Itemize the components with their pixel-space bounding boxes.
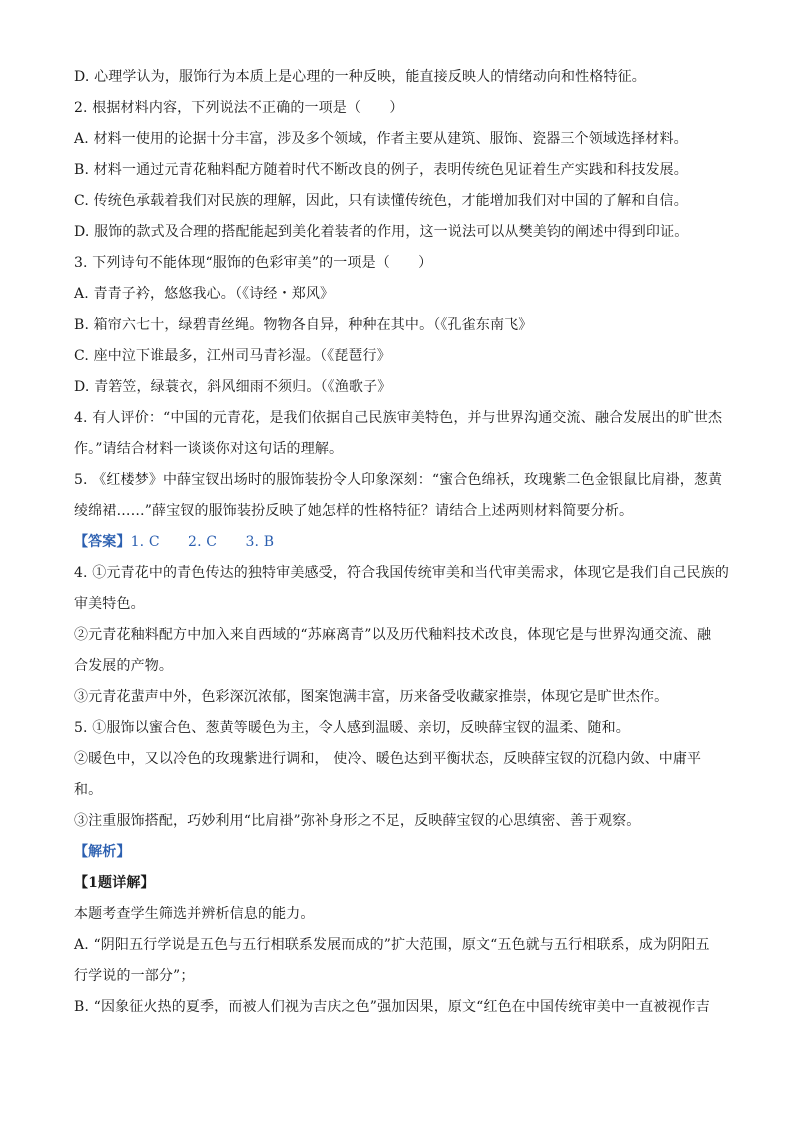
answer-5-point-3: ③注重服饰搭配，巧妙利用“比肩褂”弥补身形之不足，反映薛宝钗的心思缜密、善于观察。 <box>74 813 641 829</box>
question-4-cont: 作。”请结合材料一谈谈你对这句话的理解。 <box>74 441 344 457</box>
answer-line <box>74 527 726 558</box>
answer-4-point-3: ③元青花蜚声中外，色彩深沉浓郁，图案饱满丰富，历来备受收藏家推崇，体现它是旷世杰作。 <box>74 689 669 705</box>
question-5: 5. 《红楼梦》中薛宝钗出场时的服饰装扮令人印象深刻：“蜜合色绵袄，玫瑰紫二色金银鼠比肩褂，葱黄 <box>74 472 723 488</box>
option-b-q3: B. 箱帘六七十，绿碧青丝绳。物物各自异，种种在其中。（《孔雀东南飞》 <box>74 317 533 333</box>
answer-5-point-2: ②暖色中，又以冷色的玫瑰紫进行调和， 使冷、暖色达到平衡状态，反映薛宝钗的沉稳内敛、中庸平 <box>74 751 702 767</box>
analysis-line: 行学说的一部分”； <box>74 968 195 984</box>
answer-4-point-1-cont: 审美特色。 <box>74 596 145 612</box>
answer-4-point-2-cont: 合发展的产物。 <box>74 658 174 674</box>
answer-tag: 【答案】 <box>74 534 131 550</box>
option-c-q2: C. 传统色承载着我们对民族的理解，因此，只有读懂传统色，才能增加我们对中国的了解和自信。 <box>74 193 688 209</box>
answer-4-point-1: 4. ①元青花中的青色传达的独特审美感受，符合我国传统审美和当代审美需求，体现它是我们自己民族的 <box>74 565 730 581</box>
question-2: 2. 根据材料内容，下列说法不正确的一项是（ ） <box>74 100 404 116</box>
detail-heading-q1: 【1题详解】 <box>74 875 155 891</box>
option-b-q2: B. 材料一通过元青花釉料配方随着时代不断改良的例子，表明传统色见证着生产实践和科技发展。 <box>74 162 688 178</box>
answer-4-point-2: ②元青花釉料配方中加入来自西域的“苏麻离青”以及历代釉料技术改良，体现它是与世界沟通交流、融 <box>74 627 712 643</box>
analysis-tag: 【解析】 <box>74 844 131 860</box>
analysis-line: B. “因象征火热的夏季，而被人们视为吉庆之色”强加因果，原文“红色在中国传统审美中一直被视作吉 <box>74 999 710 1015</box>
question-3: 3. 下列诗句不能体现“服饰的色彩审美”的一项是（ ） <box>74 255 433 271</box>
analysis-line: A. “阴阳五行学说是五色与五行相联系发展而成的”扩大范围，原文“五色就与五行相联系，成为阴阳五 <box>74 937 710 953</box>
option-a-q2: A. 材料一使用的论据十分丰富，涉及多个领域，作者主要从建筑、服饰、瓷器三个领域选择材料。 <box>74 131 688 147</box>
analysis-line: 本题考查学生筛选并辨析信息的能力。 <box>74 906 315 922</box>
option-a-q3: A. 青青子衿，悠悠我心。（《诗经・郑风》 <box>74 286 335 302</box>
answer-5-point-2-cont: 和。 <box>74 782 103 798</box>
question-5-cont: 绫绵裙……”薛宝钗的服饰装扮反映了她怎样的性格特征？请结合上述两则材料简要分析。 <box>74 503 634 519</box>
option-d-q1: D. 心理学认为，服饰行为本质上是心理的一种反映，能直接反映人的情绪动向和性格特征。 <box>74 69 646 85</box>
document-page <box>74 62 730 1023</box>
answer-values: 1. C 2. C 3. B <box>130 534 275 550</box>
answer-5-point-1: 5. ①服饰以蜜合色、葱黄等暖色为主，令人感到温暖、亲切，反映薛宝钗的温柔、随和。 <box>74 720 630 736</box>
question-4: 4. 有人评价：“中国的元青花，是我们依据自己民族审美特色，并与世界沟通交流、融合发展出的旷世杰 <box>74 410 723 426</box>
option-d-q2: D. 服饰的款式及合理的搭配能起到美化着装者的作用，这一说法可以从樊美钧的阐述中得到印证。 <box>74 224 689 240</box>
option-d-q3: D. 青箬笠，绿蓑衣，斜风细雨不须归。（《渔歌子》 <box>74 379 392 395</box>
option-c-q3: C. 座中泣下谁最多，江州司马青衫湿。（《琵琶行》 <box>74 348 391 364</box>
